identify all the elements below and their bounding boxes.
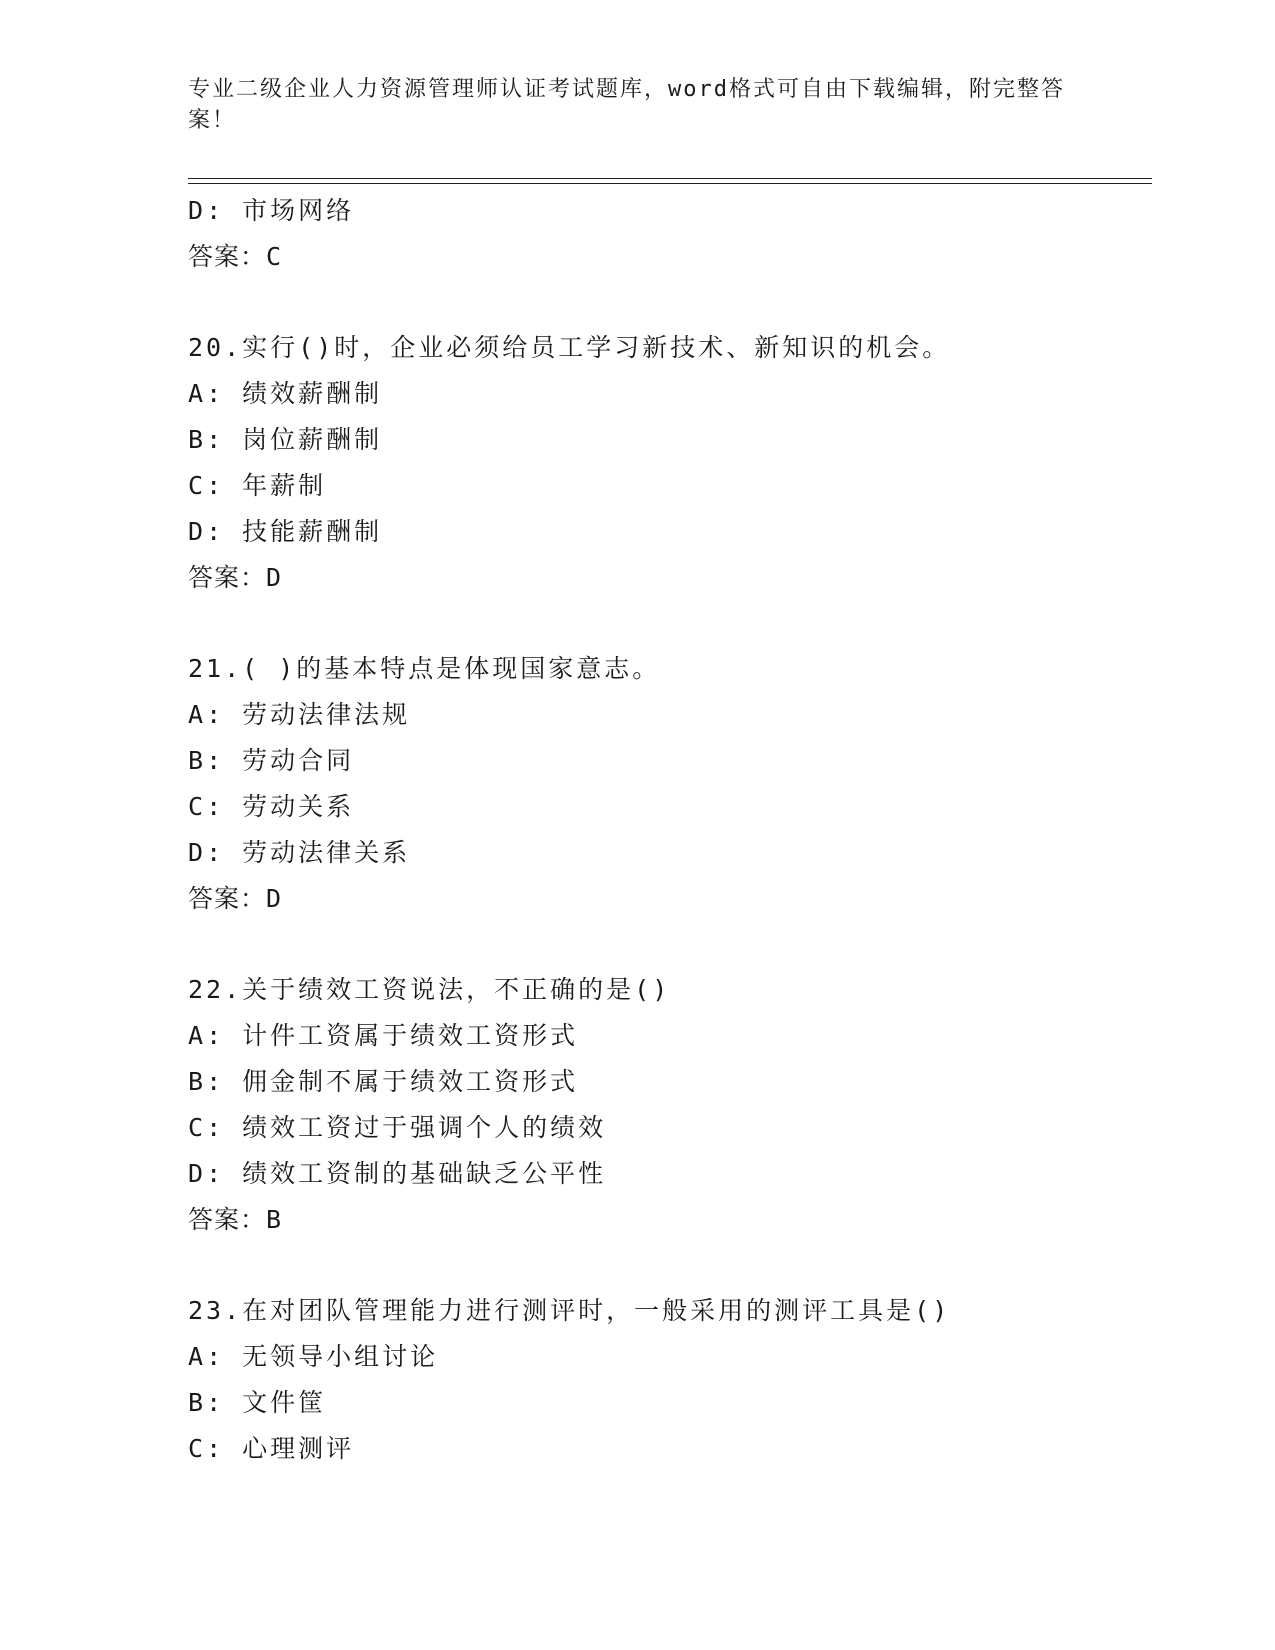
option-row: C: 绩效工资过于强调个人的绩效 xyxy=(188,1113,607,1142)
option-row: A: 无领导小组讨论 xyxy=(188,1342,439,1371)
option-row: A: 劳动法律法规 xyxy=(188,700,411,729)
option-row: D: 劳动法律关系 xyxy=(188,838,411,867)
option-row: D: 技能薪酬制 xyxy=(188,517,383,546)
option-row: C: 劳动关系 xyxy=(188,792,355,821)
option-row: A: 计件工资属于绩效工资形式 xyxy=(188,1021,579,1050)
option-row: C: 年薪制 xyxy=(188,471,327,500)
answer-value: D xyxy=(266,884,283,913)
option-row: B: 岗位薪酬制 xyxy=(188,425,383,454)
header-text: 专业二级企业人力资源管理师认证考试题库，word格式可自由下载编辑，附完整答案！ xyxy=(188,77,1065,133)
answer-value: B xyxy=(266,1205,283,1234)
option-row: D: 绩效工资制的基础缺乏公平性 xyxy=(188,1159,607,1188)
question-stem: 21.( )的基本特点是体现国家意志。 xyxy=(188,654,661,683)
option-row: C: 心理测评 xyxy=(188,1434,355,1463)
option-row: B: 佣金制不属于绩效工资形式 xyxy=(188,1067,579,1096)
header-divider-bottom xyxy=(188,183,1152,184)
header-divider-top xyxy=(188,178,1152,179)
answer-row: 答案：D xyxy=(188,563,283,592)
option-row: B: 劳动合同 xyxy=(188,746,355,775)
option-row: B: 文件筐 xyxy=(188,1388,327,1417)
question-stem: 20.实行()时，企业必须给员工学习新技术、新知识的机会。 xyxy=(188,333,951,362)
answer-row: 答案：C xyxy=(188,242,283,271)
document-header xyxy=(188,74,1068,136)
question-stem: 22.关于绩效工资说法，不正确的是() xyxy=(188,975,671,1004)
option-row: D: 市场网络 xyxy=(188,196,355,225)
question-stem: 23.在对团队管理能力进行测评时，一般采用的测评工具是() xyxy=(188,1296,951,1325)
answer-value: D xyxy=(266,563,283,592)
answer-row: 答案：D xyxy=(188,884,283,913)
question-list xyxy=(188,188,1148,1472)
answer-value: C xyxy=(266,242,283,271)
option-row: A: 绩效薪酬制 xyxy=(188,379,383,408)
answer-row: 答案：B xyxy=(188,1205,283,1234)
